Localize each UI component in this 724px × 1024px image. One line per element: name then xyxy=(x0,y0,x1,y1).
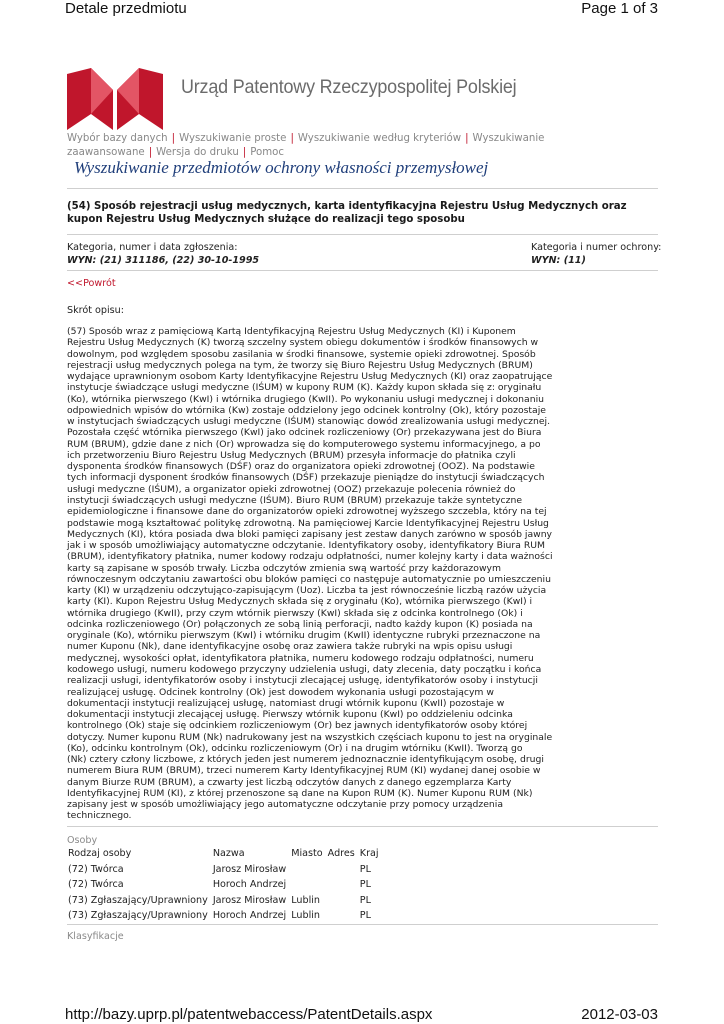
abstract-line: rejestracji usług medycznych polega na tym, że tworzy się Biuro Rejestru Usług Medycznych (BRUM) xyxy=(67,359,533,371)
abstract-line: zapisany jest w sposób umożliwiający jego automatyczne odczytanie przy pomocy urządzenia xyxy=(67,799,504,811)
table-cell xyxy=(289,862,325,878)
divider xyxy=(67,924,658,925)
table-cell xyxy=(326,862,358,878)
table-cell xyxy=(326,893,358,909)
table-cell: (73) Zgłaszający/Uprawniony xyxy=(68,910,208,922)
table-cell: PL xyxy=(359,894,371,906)
divider xyxy=(67,826,658,827)
abstract-line: Identyfikacyjnej RUM (KI), z której przenoszone są dane na Kupon RUM (K). Numer Kuponu RUM (Nk) xyxy=(67,787,533,799)
table-cell: Lublin xyxy=(291,894,320,906)
persons-section-label: Osoby xyxy=(67,835,98,846)
abstract-line: wydające uprawnionym osobom Karty Identyfikacyjne Rejestru Usług Medycznych (KI) oraz zaopatrujące xyxy=(67,371,553,383)
print-header-title: Detale przedmiotu xyxy=(65,0,187,17)
divider xyxy=(67,234,658,235)
classifications-section-label: Klasyfikacje xyxy=(67,931,124,942)
abstract-line: RUM (BRUM), gdzie dane z nich (Or) wprowadza się do komputerowego systemu informacyjnego, a po xyxy=(67,438,541,450)
table-row xyxy=(66,877,382,893)
nav-separator: | xyxy=(171,133,176,144)
nav-criteria-search[interactable]: Wyszukiwanie według kryteriów xyxy=(297,133,462,144)
abstract-line: Medycznych (KI), która posiada dwa bloki pamięci zapisany jest zestaw danych zarówno w sposób jawny xyxy=(67,528,553,540)
abstract-line: (BRUM), identyfikatory płatnika, numer kodowy rodzaju odpłatności, numer kolejny karty i data ważności xyxy=(67,551,553,563)
table-cell xyxy=(289,877,325,893)
nav-advanced-search[interactable]: Wyszukiwanie zaawansowane xyxy=(67,133,545,158)
nav-separator: | xyxy=(290,133,294,144)
table-cell: PL xyxy=(359,879,371,891)
abstract-line: medycznej, wysokości opłat, identyfikatora płatnika, numeru kodowego rodzaju odpłatności, numeru xyxy=(67,652,534,664)
abstract-line: tych informacji dysponent środków finansowych (DŚF) przekazuje pieniądze do instytucji świadczących xyxy=(67,472,545,484)
abstract-text xyxy=(67,326,554,822)
abstract-line: kodowego usługi, numeru kodowego przyczyny udzielenia usługi, daty zlecenia, daty początku i końca xyxy=(67,663,542,675)
abstract-line: Pozostała część wtórnika pierwszego (KwI) jako odcinek rozliczeniowy (Or) przekazywana jest do Biura xyxy=(67,427,542,439)
nav-database-select[interactable]: Wybór bazy danych xyxy=(67,133,168,144)
column-header: Miasto xyxy=(291,848,323,860)
abstract-line: wtórnika drugiego (KwII), przy czym wtórnik pierwszy (KwI) składa się z odcinka kontrolnego (Ok) i xyxy=(67,607,523,619)
abstract-line: dysponenta środków finansowych (DŚF) oraz do organizatora opieki zdrowotnej (OOZ). Na podstawie xyxy=(67,461,535,473)
table-cell: Horoch Andrzej xyxy=(212,910,287,922)
abstract-line: równoczesnym odczytaniu zawartości obu bloków pamięci co następuje automatycznie po umieszczeniu xyxy=(67,573,551,585)
table-header-row xyxy=(66,846,382,862)
abstract-line: kontrolnego (Ok) staje się odcinkiem rozliczeniowym (Or) bez jawnych identyfikatorów osoby której xyxy=(67,720,528,732)
abstract-line: usługi medyczne (IŚUM), a organizator opieki zdrowotnej (OOZ) przekazuje polecenia również do xyxy=(67,483,516,495)
column-header: Rodzaj osoby xyxy=(68,848,132,860)
abstract-line: jak i w sposób umożliwiający automatyczne odczytanie. Identyfikatory osoby, identyfikatory Biura RUM xyxy=(67,540,546,552)
table-row xyxy=(66,908,382,924)
abstract-line: ich przetworzeniu Biuro Rejestru Usług Medycznych (BRUM) przesyła informacje do płatnika czyli xyxy=(67,449,516,461)
abstract-line: technicznego. xyxy=(67,810,132,822)
abstract-line: numerem Biura RUM (BRUM), trzeci numerem Karty Identyfikacyjnej RUM (KI) wydanej danej osobie w xyxy=(67,765,541,777)
application-category-label: Kategoria, numer i data zgłoszenia: xyxy=(67,242,238,253)
uprp-logo-icon xyxy=(67,68,171,130)
abstract-line: realizacji usługi, identyfikatorów osoby i instytucji zlecającej usługę, identyfikatorów osoby i instytucji xyxy=(67,675,538,687)
nav-simple-search[interactable]: Wyszukiwanie proste xyxy=(179,133,287,144)
abstract-line: oryginale (Ko), wtórniku pierwszym (KwI) i wtórniku drugim (KwII) identyczne rubryki przeznaczone na xyxy=(67,630,541,642)
table-cell: Horoch Andrzej xyxy=(212,879,287,891)
table-cell: PL xyxy=(359,910,371,922)
print-header-page-number: Page 1 of 3 xyxy=(581,0,658,17)
divider xyxy=(67,270,658,271)
abstract-label: Skrót opisu: xyxy=(67,305,124,316)
abstract-line: karty są zapisane w sposób trwały. Liczba odczytów zmienia swą wartość przy każdorazowym xyxy=(67,562,501,574)
nav-separator: | xyxy=(148,146,153,158)
table-row xyxy=(66,862,382,878)
divider xyxy=(67,188,658,189)
nav-print-version[interactable]: Wersja do druku xyxy=(156,146,239,158)
print-footer-date: 2012-03-03 xyxy=(581,1006,658,1023)
abstract-line: instytucji świadczących usługi medyczne (IŚUM). Biuro RUM (BRUM) przekazuje także syntetyczne xyxy=(67,494,523,506)
application-category-value: WYN: (21) 311186, (22) 30-10-1995 xyxy=(67,255,260,266)
column-header: Adres xyxy=(327,848,355,860)
column-header: Nazwa xyxy=(212,848,245,860)
abstract-line: w instytucjach świadczących usługi medyczne (IŚUM) stanowiąc dowód zrealizowania usługi medycznej. xyxy=(67,416,551,428)
nav-help[interactable]: Pomoc xyxy=(250,146,285,158)
table-row xyxy=(66,893,382,909)
table-cell: Jarosz Mirosław xyxy=(212,894,287,906)
print-footer-url: http://bazy.uprp.pl/patentwebaccess/PatentDetails.aspx xyxy=(65,1006,433,1023)
page-title: Wyszukiwanie przedmiotów ochrony własności przemysłowej xyxy=(74,158,489,177)
table-cell: (72) Twórca xyxy=(68,879,124,891)
table-cell xyxy=(326,908,358,924)
abstract-line: podstawie mogą kształtować politykę zdrowotną. Na pamięciowej Karcie Identyfikacyjnej Rejestru Usług xyxy=(67,517,549,529)
abstract-line: dotyczy. Numer kuponu RUM (Nk) nadrukowany jest na wszystkich częściach kuponu to jest na oryginale xyxy=(67,731,553,743)
patent-title: (54) Sposób rejestracji usług medycznych, karta identyfikacyjna Rejestru Usług Medycznych oraz kupon Rejestru Usług Medycznych służące do realizacji tego sposobu xyxy=(67,201,627,225)
abstract-line: karty (KI). Kupon Rejestru Usług Medycznych składa się z oryginału (Ko), wtórnika pierwszego (KwI) i xyxy=(67,596,533,608)
abstract-line: dokumentacji instytucji zlecającej usługę. Pierwszy wtórnik kuponu (KwI) po oddzieleniu odcinka xyxy=(67,709,513,721)
nav-separator: | xyxy=(465,133,469,144)
table-cell xyxy=(326,877,358,893)
top-navigation xyxy=(67,132,647,159)
table-cell: Lublin xyxy=(291,910,320,922)
table-cell: (73) Zgłaszający/Uprawniony xyxy=(68,894,208,906)
nav-separator: | xyxy=(242,146,247,158)
abstract-line: instytucje świadczące usługi medyczne (IŚUM) w kupony RUM (K). Każdy kupon składa się z: oryginału xyxy=(67,382,542,394)
abstract-line: numer Kuponu (Nk), dane identyfikacyjne osobę oraz zawiera także rubryki na wpis opisu usługi xyxy=(67,641,513,653)
abstract-line: (Nk) cztery człony liczbowe, z których jeden jest numerem jednoznacznie identyfikującym osobę, drugi xyxy=(67,754,544,766)
column-header: Kraj xyxy=(359,848,379,860)
table-cell: (72) Twórca xyxy=(68,863,124,875)
abstract-line: karty (KI) w urządzeniu odczytująco-zapisującym (Uoz). Liczba ta jest równocześnie liczbą razów użycia xyxy=(67,585,547,597)
abstract-line: dowolnym, pod względem sposobu zasilania w środki finansowe, systemie opieki zdrowotnej. Sposób xyxy=(67,348,536,360)
abstract-line: (Ko), odcinku kontrolnym (Ok), odcinku rozliczeniowym (Or) i na drugim wtórniku (KwII). Tworzą go xyxy=(67,742,523,754)
protection-category-value: WYN: (11) xyxy=(531,255,586,266)
table-cell: PL xyxy=(359,863,371,875)
protection-category-label: Kategoria i numer ochrony: xyxy=(531,242,662,253)
abstract-line: realizującej usługę. Odcinek kontrolny (Ok) jest dowodem wykonania usługi pozostającym w xyxy=(67,686,494,698)
abstract-line: odpowiednich wpisów do wtórnika (Kw) zostaje oddzielony jego odcinek kontrolny (Ok), który pozostaje xyxy=(67,404,546,416)
abstract-line: Rejestru Usług Medycznych (K) tworzą szczelny system obiegu dokumentów i środków finansowych w xyxy=(67,337,539,349)
abstract-line: odcinka rozliczeniowego (Or) połączonych ze sobą linią perforacji, nadto każdy kupon (K) posiada na xyxy=(67,618,533,630)
persons-table xyxy=(66,846,382,924)
abstract-line: epidemiologiczne i finansowe dane do organizatorów opieki zdrowotnej wyższego szczebla, który na tej xyxy=(67,506,547,518)
abstract-line: dokumentacji instytucji realizującej usługę, natomiast drugi wtórnik kuponu (KwII) pozostaje w xyxy=(67,697,505,709)
org-name: Urząd Patentowy Rzeczypospolitej Polskiej xyxy=(181,76,517,98)
table-cell: Jarosz Mirosław xyxy=(212,863,287,875)
abstract-line: danym Biurze RUM (BRUM), a czwarty jest liczbą odczytów danych z danego egzemplarza Karty xyxy=(67,776,512,788)
back-link[interactable]: <<Powrót xyxy=(67,278,116,289)
abstract-line: (Ko), wtórnika pierwszego (KwI) i wtórnika drugiego (KwII). Po wykonaniu usługi medycznej i dokonaniu xyxy=(67,393,545,405)
abstract-line: (57) Sposób wraz z pamięciową Kartą Identyfikacyjną Rejestru Usług Medycznych (KI) i Kuponem xyxy=(67,326,516,337)
